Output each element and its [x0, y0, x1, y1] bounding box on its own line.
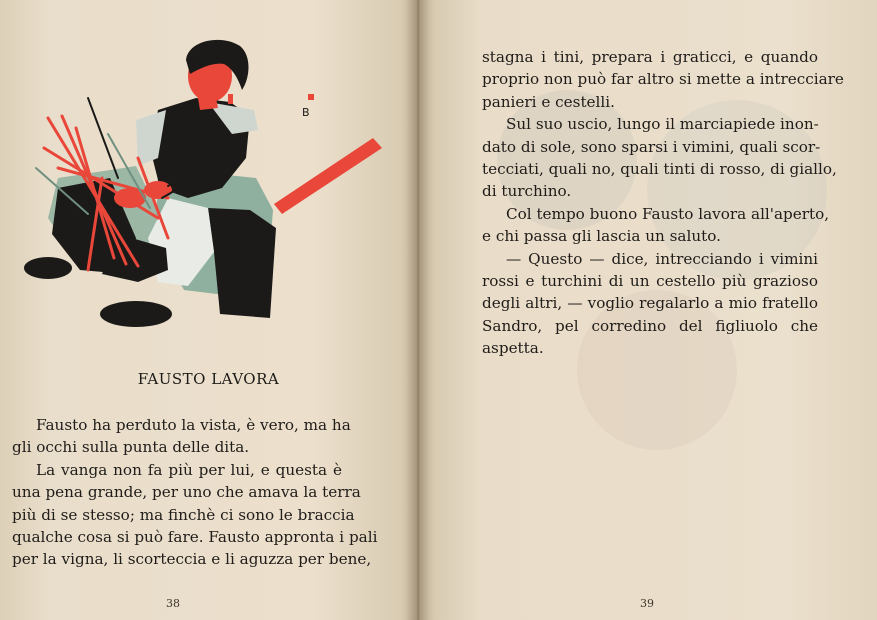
- book-gutter: [406, 0, 430, 620]
- text-line: gli occhi sulla punta delle dita.: [12, 438, 250, 457]
- page-number-right: 39: [640, 597, 654, 610]
- right-page-body: [482, 46, 844, 360]
- text-line: dato di sole, sono sparsi i vimini, quali scor-: [482, 137, 821, 156]
- text-line: stagna i tini, prepara i graticci, e quando: [482, 48, 818, 66]
- text-line: Sandro, pel corredino del figliuolo che: [482, 316, 818, 335]
- left-page-body: [12, 414, 378, 571]
- text-line: e chi passa gli lascia un saluto.: [482, 227, 721, 246]
- text-line: per la vigna, li scorteccia e li aguzza per bene,: [12, 550, 372, 569]
- page-number-left: 38: [166, 597, 180, 610]
- text-line: Fausto ha perduto la vista, è vero, ma ha: [36, 416, 351, 434]
- text-line: tecciati, quali no, quali tinti di rosso, di giallo,: [482, 160, 837, 179]
- left-page: [0, 0, 417, 620]
- text-line: una pena grande, per uno che amava la terra: [12, 483, 361, 502]
- text-line: aspetta.: [482, 339, 544, 358]
- text-line: di turchino.: [482, 182, 572, 201]
- text-line: La vanga non fa più per lui, e questa è: [36, 460, 342, 479]
- text-line: rossi e turchini di un cestello più grazioso: [482, 272, 818, 291]
- text-line: più di se stesso; ma finchè ci sono le braccia: [12, 505, 355, 524]
- fausto-weaving-illustration: [18, 38, 390, 338]
- text-line: proprio non può far altro si mette a intrecciare: [482, 70, 844, 89]
- text-line: — Questo — dice, intrecciando i vimini: [506, 249, 818, 268]
- text-line: Sul suo uscio, lungo il marciapiede inon-: [506, 115, 819, 134]
- text-line: Col tempo buono Fausto lavora all'aperto,: [506, 204, 830, 223]
- text-line: panieri e cestelli.: [482, 92, 615, 111]
- chapter-title: FAUSTO LAVORA: [137, 370, 280, 388]
- illustration-signature: B: [302, 106, 310, 119]
- text-line: degli altri, — voglio regalarlo a mio fratello: [482, 294, 818, 313]
- text-line: qualche cosa si può fare. Fausto appronta i pali: [12, 528, 378, 547]
